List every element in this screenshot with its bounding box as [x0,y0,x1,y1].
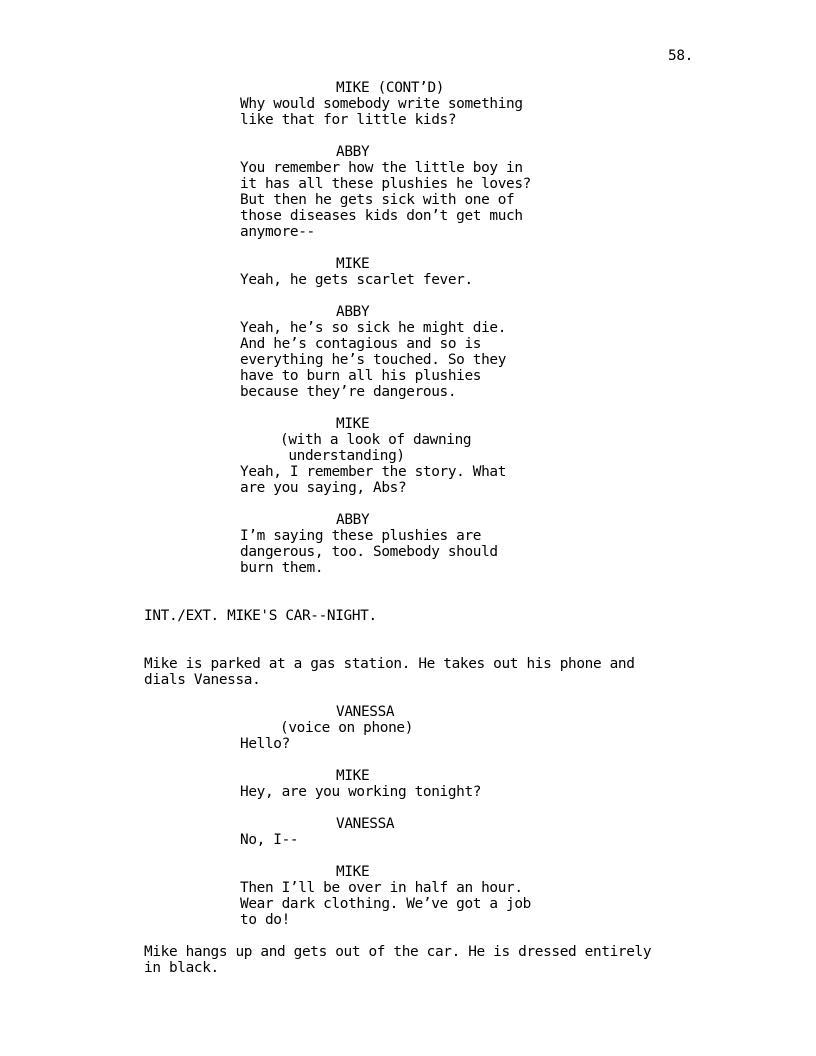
character-name: MIKE [336,768,370,784]
dialogue-line: dangerous, too. Somebody should [240,544,498,560]
dialogue-line: Yeah, he gets scarlet fever. [240,272,473,288]
dialogue-line: Wear dark clothing. We’ve got a job [240,896,531,912]
parenthetical-line: understanding) [280,448,405,464]
action-line: in black. [144,960,219,976]
action-line: Mike is parked at a gas station. He takes out his phone and [144,656,635,672]
dialogue-line: anymore-- [240,224,315,240]
dialogue-line: And he’s contagious and so is [240,336,482,352]
character-name: MIKE [336,256,370,272]
dialogue-line: to do! [240,912,290,928]
dialogue-line: Yeah, he’s so sick he might die. [240,320,507,336]
character-name: VANESSA [336,816,395,832]
character-name: ABBY [336,144,370,160]
dialogue-line: But then he gets sick with one of [240,192,515,208]
dialogue-line: burn them. [240,560,324,576]
character-name: ABBY [336,304,370,320]
dialogue-line: Why would somebody write something [240,96,523,112]
dialogue-line: like that for little kids? [240,112,457,128]
action-line: dials Vanessa. [144,672,261,688]
dialogue-line: Then I’ll be over in half an hour. [240,880,523,896]
character-name: ABBY [336,512,370,528]
dialogue-line: everything he’s touched. So they [240,352,507,368]
dialogue-line: You remember how the little boy in [240,160,523,176]
action-line: Mike hangs up and gets out of the car. He is dressed entirely [144,944,652,960]
dialogue-line: Hello? [240,736,290,752]
page-number: 58. [668,48,693,64]
dialogue-line: have to burn all his plushies [240,368,482,384]
character-name: VANESSA [336,704,395,720]
dialogue-line: those diseases kids don’t get much [240,208,523,224]
character-name: MIKE [336,864,370,880]
dialogue-line: are you saying, Abs? [240,480,407,496]
dialogue-line: Yeah, I remember the story. What [240,464,507,480]
dialogue-line: it has all these plushies he loves? [240,176,531,192]
dialogue-line: No, I-- [240,832,299,848]
scene-heading: INT./EXT. MIKE'S CAR--NIGHT. [144,608,377,624]
character-name: MIKE (CONT’D) [336,80,445,96]
dialogue-line: I’m saying these plushies are [240,528,482,544]
parenthetical-line: (voice on phone) [280,720,414,736]
dialogue-line: Hey, are you working tonight? [240,784,482,800]
parenthetical-line: (with a look of dawning [280,432,472,448]
dialogue-line: because they’re dangerous. [240,384,457,400]
character-name: MIKE [336,416,370,432]
